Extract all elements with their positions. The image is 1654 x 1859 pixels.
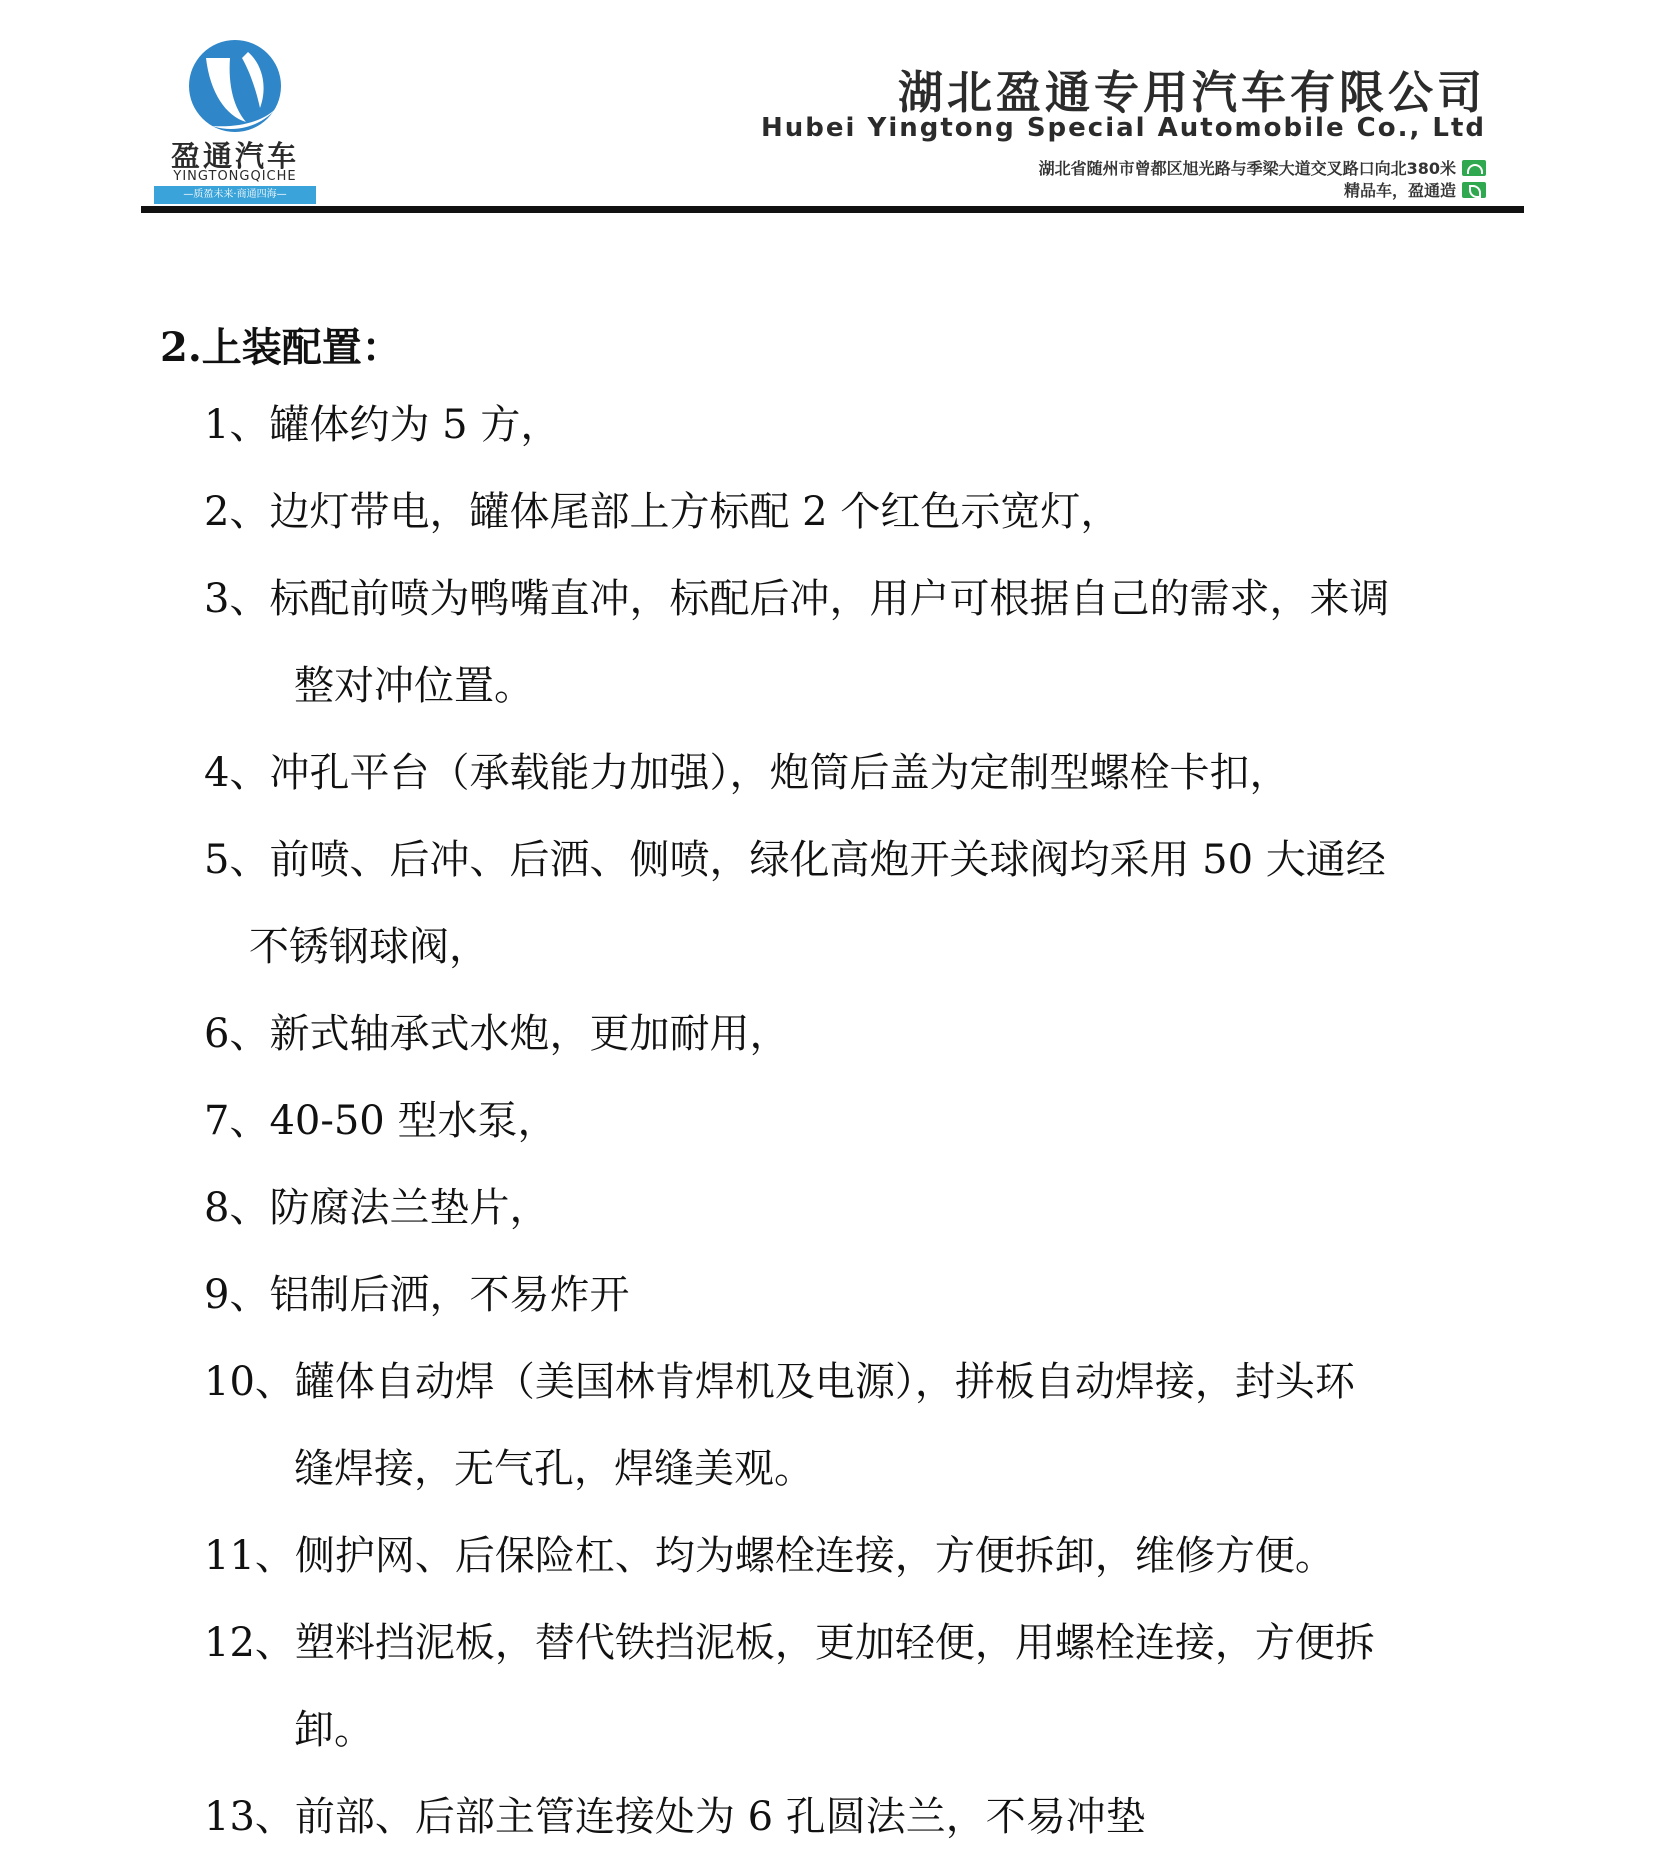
list-item: 5、前喷、后冲、后洒、侧喷，绿化高炮开关球阀均采用 50 大通经 (204, 837, 1386, 883)
list-item: 6、新式轴承式水炮，更加耐用， (204, 1011, 790, 1057)
list-item-continuation: 缝焊接，无气孔，焊缝美观。 (294, 1446, 814, 1492)
list-item: 3、标配前喷为鸭嘴直冲，标配后冲，用户可根据自己的需求，来调 (204, 576, 1390, 622)
mountain-icon (1462, 160, 1486, 176)
company-motto-line (1344, 178, 1486, 201)
company-motto: 精品车，盈通造 (1343, 181, 1456, 200)
list-item: 12、塑料挡泥板，替代铁挡泥板，更加轻便，用螺栓连接，方便拆 (204, 1620, 1375, 1666)
list-item: 7、40-50 型水泵， (204, 1098, 558, 1144)
list-item-continuation: 整对冲位置。 (294, 663, 534, 709)
list-item-continuation: 卸。 (294, 1707, 374, 1753)
logo-slogan: —质盈未来·商通四海— (154, 186, 316, 204)
letterhead (0, 0, 1654, 220)
section-heading: 2.上装配置： (160, 324, 402, 371)
company-address-line (1039, 156, 1486, 179)
company-address: 湖北省随州市曾都区旭光路与季梁大道交叉路口向北380米 (1038, 159, 1456, 178)
list-item-continuation: 不锈钢球阀， (249, 924, 489, 970)
logo-pinyin-name: YINGTONGQICHE (173, 169, 297, 184)
list-item: 1、罐体约为 5 方， (204, 402, 561, 448)
header-divider (141, 206, 1524, 213)
list-item: 2、边灯带电，罐体尾部上方标配 2 个红色示宽灯， (204, 489, 1121, 535)
leaf-icon (1462, 182, 1486, 198)
list-item: 11、侧护网、后保险杠、均为螺栓连接，方便拆卸，维修方便。 (204, 1533, 1335, 1579)
company-name-chinese: 湖北盈通专用汽车有限公司 (897, 66, 1486, 119)
company-logo (150, 38, 320, 208)
list-item: 13、前部、后部主管连接处为 6 孔圆法兰，不易冲垫 (204, 1794, 1146, 1840)
list-item: 10、罐体自动焊（美国林肯焊机及电源），拼板自动焊接，封头环 (204, 1359, 1355, 1405)
list-item: 8、防腐法兰垫片， (204, 1185, 550, 1231)
logo-chinese-name: 盈通汽车 (170, 139, 299, 173)
logo-mark-icon (176, 38, 294, 138)
company-name-english: Hubei Yingtong Special Automobile Co., Ltd (761, 113, 1486, 143)
list-item: 9、铝制后洒，不易炸开 (204, 1272, 630, 1318)
list-item: 4、冲孔平台（承载能力加强），炮筒后盖为定制型螺栓卡扣， (204, 750, 1290, 796)
